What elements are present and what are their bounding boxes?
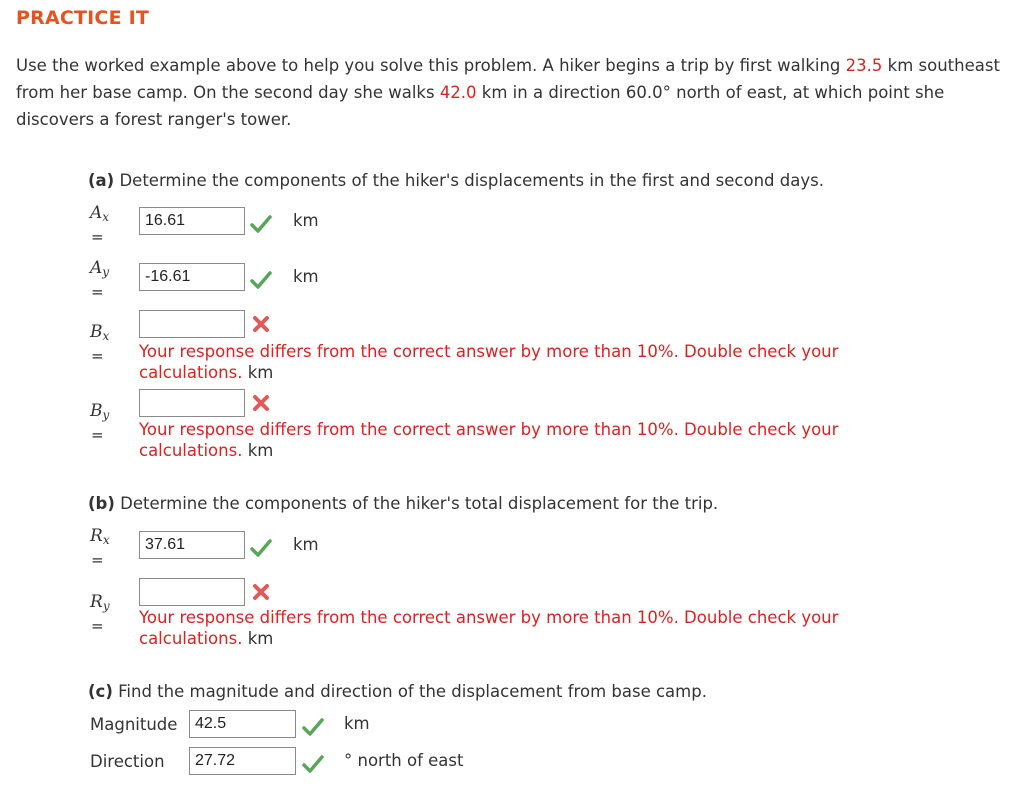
bx-feedback: Your response differs from the correct answer by more than 10%. Double check your calculations. km bbox=[139, 342, 839, 382]
magnitude-input[interactable]: 42.5 bbox=[189, 710, 296, 738]
by-input[interactable] bbox=[139, 389, 245, 417]
var-bx: $B_x$ = bbox=[90, 322, 110, 365]
part-a-prompt bbox=[88, 171, 824, 190]
check-icon bbox=[250, 271, 272, 289]
magnitude-label: Magnitude bbox=[90, 715, 178, 734]
part-b-text: Determine the components of the hiker's total displacement for the trip. bbox=[114, 494, 719, 513]
part-a-tag: (a) bbox=[88, 171, 115, 190]
var-rx: $R_x$ = bbox=[90, 526, 110, 569]
part-a-text: Determine the components of the hiker's displacements in the first and second days. bbox=[114, 171, 824, 190]
part-b-prompt bbox=[88, 494, 718, 513]
cross-icon bbox=[252, 315, 270, 333]
var-ry: $R_y$ = bbox=[90, 592, 110, 635]
part-b-tag: (b) bbox=[88, 494, 115, 513]
given-distance-2: 42.0 bbox=[439, 83, 477, 102]
problem-text-3: km in a direction 60.0° north of east, at which point she discovers a forest ranger's tower. bbox=[16, 83, 945, 129]
check-icon bbox=[302, 755, 324, 773]
ay-input[interactable]: -16.61 bbox=[139, 263, 245, 291]
magnitude-unit: km bbox=[344, 714, 370, 733]
given-distance-1: 23.5 bbox=[845, 56, 883, 75]
ry-feedback: Your response differs from the correct answer by more than 10%. Double check your calculations. km bbox=[139, 608, 839, 648]
cross-icon bbox=[252, 394, 270, 412]
ry-input[interactable] bbox=[139, 578, 245, 606]
problem-text-1: Use the worked example above to help you solve this problem. A hiker begins a trip by first walking bbox=[16, 56, 846, 75]
direction-unit: ° north of east bbox=[344, 751, 464, 770]
direction-input[interactable]: 27.72 bbox=[189, 747, 296, 775]
check-icon bbox=[302, 718, 324, 736]
bx-input[interactable] bbox=[139, 310, 245, 338]
direction-label: Direction bbox=[90, 752, 165, 771]
rx-input[interactable]: 37.61 bbox=[139, 531, 245, 559]
rx-unit: km bbox=[293, 535, 319, 554]
check-icon bbox=[250, 215, 272, 233]
check-icon bbox=[250, 539, 272, 557]
by-feedback: Your response differs from the correct answer by more than 10%. Double check your calculations. km bbox=[139, 420, 839, 460]
page-title: PRACTICE IT bbox=[16, 7, 150, 29]
ax-unit: km bbox=[293, 211, 319, 230]
ay-unit: km bbox=[293, 267, 319, 286]
problem-text-2: km southeast from her base camp. On the second day she walks bbox=[16, 56, 1000, 102]
var-by: $B_y$ = bbox=[90, 401, 110, 444]
cross-icon bbox=[252, 583, 270, 601]
var-ay: $A_y$ = bbox=[90, 258, 110, 301]
part-c-prompt bbox=[88, 682, 707, 701]
problem-statement bbox=[16, 52, 1008, 133]
ax-input[interactable]: 16.61 bbox=[139, 207, 245, 235]
part-c-tag: (c) bbox=[88, 682, 113, 701]
part-c-text: Find the magnitude and direction of the displacement from base camp. bbox=[112, 682, 707, 701]
var-ax: $A_x$ = bbox=[90, 203, 110, 246]
